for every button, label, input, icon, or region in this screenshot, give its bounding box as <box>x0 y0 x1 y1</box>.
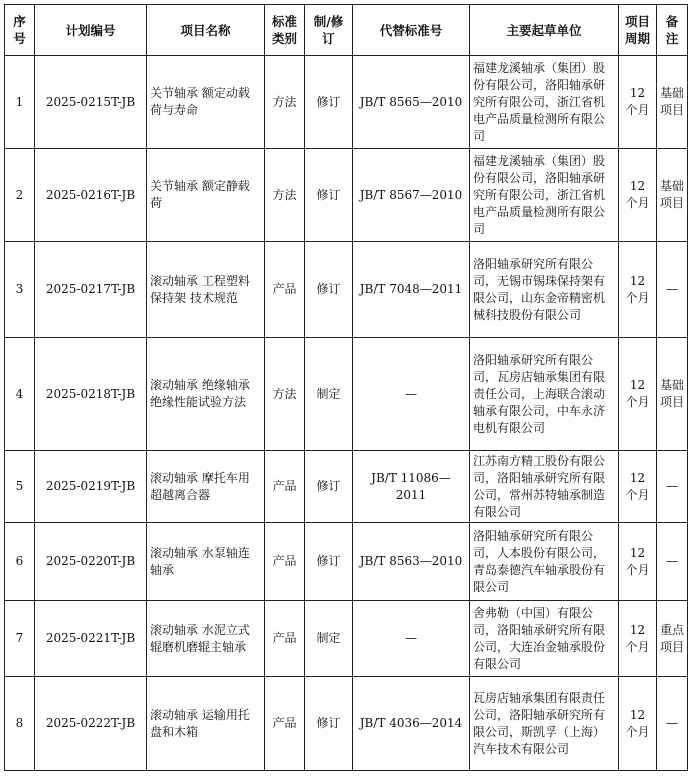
header-revise: 制/修订 <box>305 5 353 56</box>
cell-replace-std: JB/T 8565—2010 <box>353 56 470 149</box>
cell-replace-std: JB/T 4036—2014 <box>353 677 470 771</box>
cell-seq: 3 <box>5 242 35 338</box>
cell-drafter: 福建龙溪轴承（集团）股份有限公司，洛阳轴承研究所有限公司，浙江省机电产品质量检测所有限公司 <box>470 56 619 149</box>
cell-std-type: 产品 <box>265 523 305 601</box>
cell-period: 12 个月 <box>619 451 657 523</box>
cell-seq: 7 <box>5 601 35 677</box>
standards-plan-table <box>4 4 688 771</box>
table-row <box>5 451 688 523</box>
table-header-row <box>5 5 688 56</box>
cell-period: 12 个月 <box>619 523 657 601</box>
cell-seq: 8 <box>5 677 35 771</box>
cell-std-type: 产品 <box>265 242 305 338</box>
cell-project-name: 滚动轴承 绝缘轴承绝缘性能试验方法 <box>147 338 265 451</box>
table-row <box>5 338 688 451</box>
cell-remark: 基础项目 <box>657 338 688 451</box>
cell-project-name: 滚动轴承 工程塑料保持架 技术规范 <box>147 242 265 338</box>
cell-replace-std: JB/T 8563—2010 <box>353 523 470 601</box>
cell-period: 12 个月 <box>619 242 657 338</box>
cell-remark: — <box>657 451 688 523</box>
cell-drafter: 舍弗勒（中国）有限公司，洛阳轴承研究所有限公司，大连冶金轴承股份有限公司 <box>470 601 619 677</box>
header-seq: 序号 <box>5 5 35 56</box>
cell-replace-std: — <box>353 601 470 677</box>
cell-drafter: 瓦房店轴承集团有限责任公司，洛阳轴承研究所有限公司，斯凯孚（上海）汽车技术有限公司 <box>470 677 619 771</box>
cell-revise: 修订 <box>305 242 353 338</box>
cell-revise: 修订 <box>305 56 353 149</box>
cell-plan-no: 2025-0217T-JB <box>35 242 147 338</box>
cell-seq: 1 <box>5 56 35 149</box>
header-remark: 备注 <box>657 5 688 56</box>
header-replace-std: 代替标准号 <box>353 5 470 56</box>
cell-replace-std: JB/T 8567—2010 <box>353 149 470 242</box>
cell-drafter: 江苏南方精工股份有限公司，洛阳轴承研究所有限公司，常州苏特轴承制造有限公司 <box>470 451 619 523</box>
table-row <box>5 149 688 242</box>
cell-drafter: 洛阳轴承研究所有限公司，人本股份有限公司，青岛泰德汽车轴承股份有限公司 <box>470 523 619 601</box>
table-row <box>5 523 688 601</box>
cell-period: 12 个月 <box>619 149 657 242</box>
cell-project-name: 滚动轴承 运输用托盘和木箱 <box>147 677 265 771</box>
cell-period: 12 个月 <box>619 677 657 771</box>
header-project-name: 项目名称 <box>147 5 265 56</box>
cell-remark: 重点项目 <box>657 601 688 677</box>
cell-project-name: 关节轴承 额定静载荷 <box>147 149 265 242</box>
cell-remark: 基础项目 <box>657 149 688 242</box>
cell-plan-no: 2025-0216T-JB <box>35 149 147 242</box>
cell-revise: 修订 <box>305 677 353 771</box>
cell-revise: 制定 <box>305 601 353 677</box>
cell-std-type: 产品 <box>265 451 305 523</box>
header-drafter: 主要起草单位 <box>470 5 619 56</box>
cell-plan-no: 2025-0220T-JB <box>35 523 147 601</box>
cell-project-name: 关节轴承 额定动载荷与寿命 <box>147 56 265 149</box>
cell-plan-no: 2025-0218T-JB <box>35 338 147 451</box>
cell-period: 12 个月 <box>619 338 657 451</box>
cell-seq: 2 <box>5 149 35 242</box>
cell-plan-no: 2025-0221T-JB <box>35 601 147 677</box>
cell-project-name: 滚动轴承 摩托车用超越离合器 <box>147 451 265 523</box>
cell-revise: 制定 <box>305 338 353 451</box>
cell-period: 12 个月 <box>619 601 657 677</box>
cell-replace-std: JB/T 7048—2011 <box>353 242 470 338</box>
cell-remark: — <box>657 677 688 771</box>
cell-remark: — <box>657 242 688 338</box>
cell-drafter: 洛阳轴承研究所有限公司，无锡市锡珠保持架有限公司，山东金帝精密机械科技股份有限公司 <box>470 242 619 338</box>
cell-revise: 修订 <box>305 523 353 601</box>
header-plan-no: 计划编号 <box>35 5 147 56</box>
header-period: 项目周期 <box>619 5 657 56</box>
cell-remark: — <box>657 523 688 601</box>
cell-project-name: 滚动轴承 水泵轴连轴承 <box>147 523 265 601</box>
header-std-type: 标准类别 <box>265 5 305 56</box>
cell-period: 12 个月 <box>619 56 657 149</box>
cell-project-name: 滚动轴承 水泥立式辊磨机磨辊主轴承 <box>147 601 265 677</box>
cell-seq: 6 <box>5 523 35 601</box>
cell-revise: 修订 <box>305 149 353 242</box>
cell-std-type: 方法 <box>265 149 305 242</box>
table-row <box>5 677 688 771</box>
cell-seq: 4 <box>5 338 35 451</box>
cell-seq: 5 <box>5 451 35 523</box>
cell-std-type: 方法 <box>265 338 305 451</box>
cell-drafter: 福建龙溪轴承（集团）股份有限公司，洛阳轴承研究所有限公司，浙江省机电产品质量检测所有限公司 <box>470 149 619 242</box>
cell-plan-no: 2025-0219T-JB <box>35 451 147 523</box>
cell-plan-no: 2025-0222T-JB <box>35 677 147 771</box>
cell-std-type: 产品 <box>265 601 305 677</box>
cell-remark: 基础项目 <box>657 56 688 149</box>
table-row <box>5 242 688 338</box>
cell-std-type: 方法 <box>265 56 305 149</box>
cell-drafter: 洛阳轴承研究所有限公司，瓦房店轴承集团有限责任公司，上海联合滚动轴承有限公司，中车永济电机有限公司 <box>470 338 619 451</box>
cell-std-type: 产品 <box>265 677 305 771</box>
cell-plan-no: 2025-0215T-JB <box>35 56 147 149</box>
table-row <box>5 56 688 149</box>
cell-replace-std: — <box>353 338 470 451</box>
table-row <box>5 601 688 677</box>
cell-revise: 修订 <box>305 451 353 523</box>
cell-replace-std: JB/T 11086—2011 <box>353 451 470 523</box>
